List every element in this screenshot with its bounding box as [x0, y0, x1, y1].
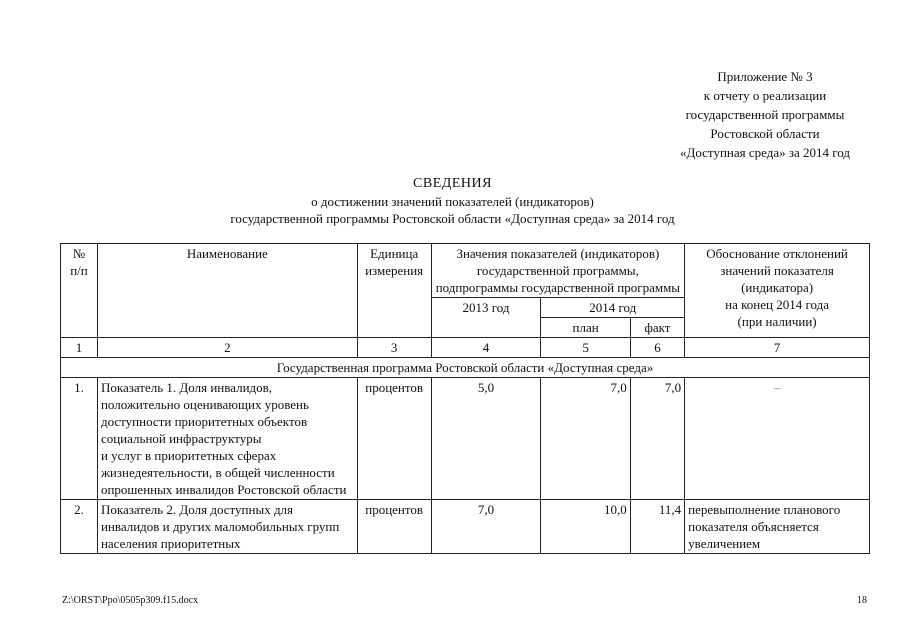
row-name: Показатель 2. Доля доступных для инвалидов и других маломобильных групп населения приоритетных: [97, 500, 357, 554]
row-value-2013: 7,0: [431, 500, 541, 554]
row-num: 1.: [61, 378, 98, 500]
column-numbers-row: [61, 338, 870, 358]
table-row: [61, 500, 870, 554]
header-2014: 2014 год: [541, 298, 685, 318]
page-number: 18: [857, 595, 867, 606]
header-fact: факт: [630, 318, 684, 338]
appendix-line: «Доступная среда» за 2014 год: [679, 145, 851, 160]
column-number: 1: [61, 338, 98, 358]
appendix-line: к отчету о реализации: [703, 88, 827, 103]
document-title: [0, 175, 905, 227]
header-values: Значения показателей (индикаторов) государственной программы, подпрограммы государственной программы: [431, 244, 685, 298]
appendix-line: Ростовской области: [710, 126, 820, 141]
appendix-line: Приложение № 3: [717, 69, 813, 84]
column-number: 7: [685, 338, 870, 358]
column-number: 2: [97, 338, 357, 358]
row-value-fact: 11,4: [630, 500, 684, 554]
row-note: перевыполнение планового показателя объясняется увеличением: [685, 500, 870, 554]
header-unit: Единица измерения: [357, 244, 431, 338]
section-title: Государственная программа Ростовской области «Доступная среда»: [61, 358, 870, 378]
row-value-fact: 7,0: [630, 378, 684, 500]
column-number: 4: [431, 338, 541, 358]
column-number: 5: [541, 338, 630, 358]
table-row: [61, 378, 870, 500]
indicators-table: [60, 243, 870, 554]
column-number: 3: [357, 338, 431, 358]
row-value-plan: 7,0: [541, 378, 630, 500]
row-num: 2.: [61, 500, 98, 554]
header-plan: план: [541, 318, 630, 338]
row-value-plan: 10,0: [541, 500, 630, 554]
header-2013: 2013 год: [431, 298, 541, 338]
file-path: Z:\ORST\Ppo\0505p309.f15.docx: [62, 595, 199, 606]
section-row: [61, 358, 870, 378]
header-row: [61, 244, 870, 298]
appendix-note: [600, 67, 905, 162]
row-unit: процентов: [357, 378, 431, 500]
row-name: Показатель 1. Доля инвалидов, положительно оценивающих уровень доступности приоритетных объектов социальной инфраструктуры и услуг в приоритетных сферах жизнедеятельности, в общей численности опрошенных инвалидов Ростовской области: [97, 378, 357, 500]
row-unit: процентов: [357, 500, 431, 554]
row-value-2013: 5,0: [431, 378, 541, 500]
appendix-line: государственной программы: [685, 107, 845, 122]
title-line-2: государственной программы Ростовской области «Доступная среда» за 2014 год: [230, 211, 675, 226]
title-line-1: о достижении значений показателей (индикаторов): [311, 194, 594, 209]
row-note: –: [685, 378, 870, 500]
title-heading: СВЕДЕНИЯ: [413, 176, 492, 191]
column-number: 6: [630, 338, 684, 358]
header-name: Наименование: [97, 244, 357, 338]
header-justification: Обоснование отклонений значений показателя (индикатора) на конец 2014 года (при наличии): [685, 244, 870, 338]
header-num: № п/п: [61, 244, 98, 338]
